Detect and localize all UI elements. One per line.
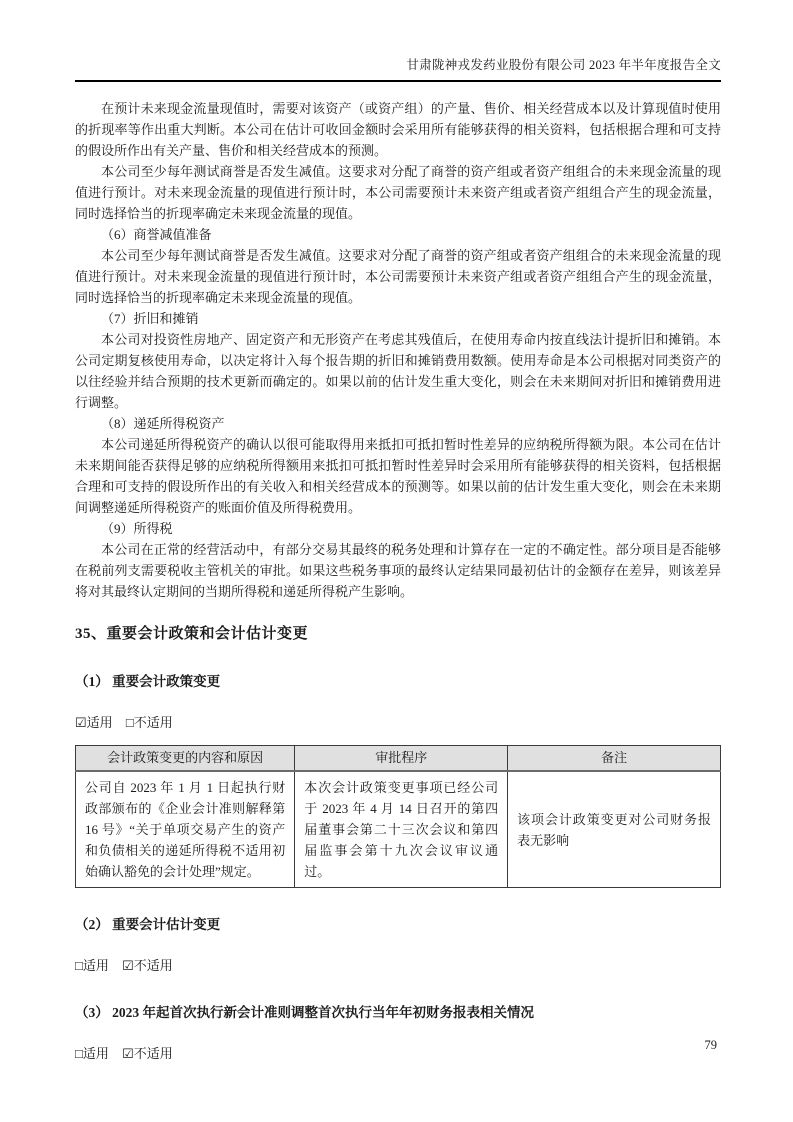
subsection-1-heading: （1） 重要会计政策变更 (75, 674, 221, 689)
item-9-heading: （9）所得税 (101, 521, 173, 536)
checkbox-applicable-unchecked: □适用 (75, 1046, 109, 1061)
checkbox-not-applicable-unchecked: □不适用 (125, 715, 173, 730)
document-body (75, 98, 721, 1064)
checkbox-applicable-unchecked: □适用 (75, 958, 109, 973)
subsection-1-applicability (75, 712, 721, 733)
subsection-3-heading: （3） 2023 年起首次执行新会计准则调整首次执行当年年初财务报表相关情况 (75, 1005, 534, 1020)
paragraph-goodwill-test-1: 本公司至少每年测试商誉是否发生减值。这要求对分配了商誉的资产组或者资产组组合的未来现金流量的现值进行预计。对未来现金流量的现值进行预计时，本公司需要预计未来资产组或者资产组组合产生的现金流量，同时选择恰当的折现率确定未来现金流量的现值。 (75, 164, 721, 221)
column-header-content-reason: 会计政策变更的内容和原因 (76, 746, 295, 772)
item-6-heading: （6）商誉减值准备 (101, 227, 212, 242)
item-7-heading: （7）折旧和摊销 (101, 311, 199, 326)
paragraph-goodwill-test-2: 本公司至少每年测试商誉是否发生减值。这要求对分配了商誉的资产组或者资产组组合的未来现金流量的现值进行预计。对未来现金流量的现值进行预计时，本公司需要预计未来资产组或者资产组组合产生的现金流量，同时选择恰当的折现率确定未来现金流量的现值。 (75, 248, 721, 305)
table-header-row (76, 746, 721, 772)
page-header-title: 甘肃陇神戎发药业股份有限公司 2023 年半年度报告全文 (75, 55, 721, 82)
paragraph-income-tax: 本公司在正常的经营活动中，有部分交易其最终的税务处理和计算存在一定的不确定性。部分项目是否能够在税前列支需要税收主管机关的审批。如果这些税务事项的最终认定结果同最初估计的金额存在差异，则该差异将对其最终认定期间的当期所得税和递延所得税产生影响。 (75, 542, 721, 599)
paragraph-depreciation: 本公司对投资性房地产、固定资产和无形资产在考虑其残值后，在使用寿命内按直线法计提折旧和摊销。本公司定期复核使用寿命，以决定将计入每个报告期的折旧和摊销费用数额。使用寿命是本公司根据对同类资产的以往经验并结合预期的技术更新而确定的。如果以前的估计发生重大变化，则会在未来期间对折旧和摊销费用进行调整。 (75, 332, 721, 410)
cell-content-reason: 公司自 2023 年 1 月 1 日起执行财政部颁布的《企业会计准则解释第 16 号》“关于单项交易产生的资产和负债相关的递延所得税不适用初始确认豁免的会计处理”规定。 (76, 771, 295, 888)
subsection-2-heading: （2） 重要会计估计变更 (75, 917, 221, 932)
column-header-note: 备注 (508, 746, 721, 772)
item-8-heading: （8）递延所得税资产 (101, 416, 225, 431)
paragraph-discount-rate: 在预计未来现金流量现值时，需要对该资产（或资产组）的产量、售价、相关经营成本以及计算现值时使用的折现率等作出重大判断。本公司在估计可收回金额时会采用所有能够获得的相关资料，包括根据合理和可支持的假设所作出有关产量、售价和相关经营成本的预测。 (75, 101, 721, 158)
paragraph-deferred-tax: 本公司递延所得税资产的确认以很可能取得用来抵扣可抵扣暂时性差异的应纳税所得额为限。本公司在估计未来期间能否获得足够的应纳税所得额用来抵扣可抵扣暂时性差异时会采用所有能够获得的相关资料，包括根据合理和可支持的假设所作出的有关收入和相关经营成本的预测等。如果以前的估计发生重大变化，则会在未来期间调整递延所得税资产的账面价值及所得税费用。 (75, 437, 721, 515)
subsection-2-applicability (75, 955, 721, 976)
checkbox-not-applicable-checked: ☑不适用 (122, 958, 173, 973)
checkbox-applicable-checked: ☑适用 (75, 715, 113, 730)
checkbox-not-applicable-checked: ☑不适用 (122, 1046, 173, 1061)
subsection-3-applicability (75, 1043, 721, 1064)
cell-approval-procedure: 本次会计政策变更事项已经公司于 2023 年 4 月 14 日召开的第四届董事会第二十三次会议和第四届监事会第十九次会议审议通过。 (295, 771, 508, 888)
table-row (76, 771, 721, 888)
column-header-approval-procedure: 审批程序 (295, 746, 508, 772)
cell-note: 该项会计政策变更对公司财务报表无影响 (508, 771, 721, 888)
page-number: 79 (704, 1038, 717, 1052)
section-35-heading: 35、重要会计政策和会计估计变更 (75, 626, 309, 642)
policy-change-table (75, 745, 721, 888)
